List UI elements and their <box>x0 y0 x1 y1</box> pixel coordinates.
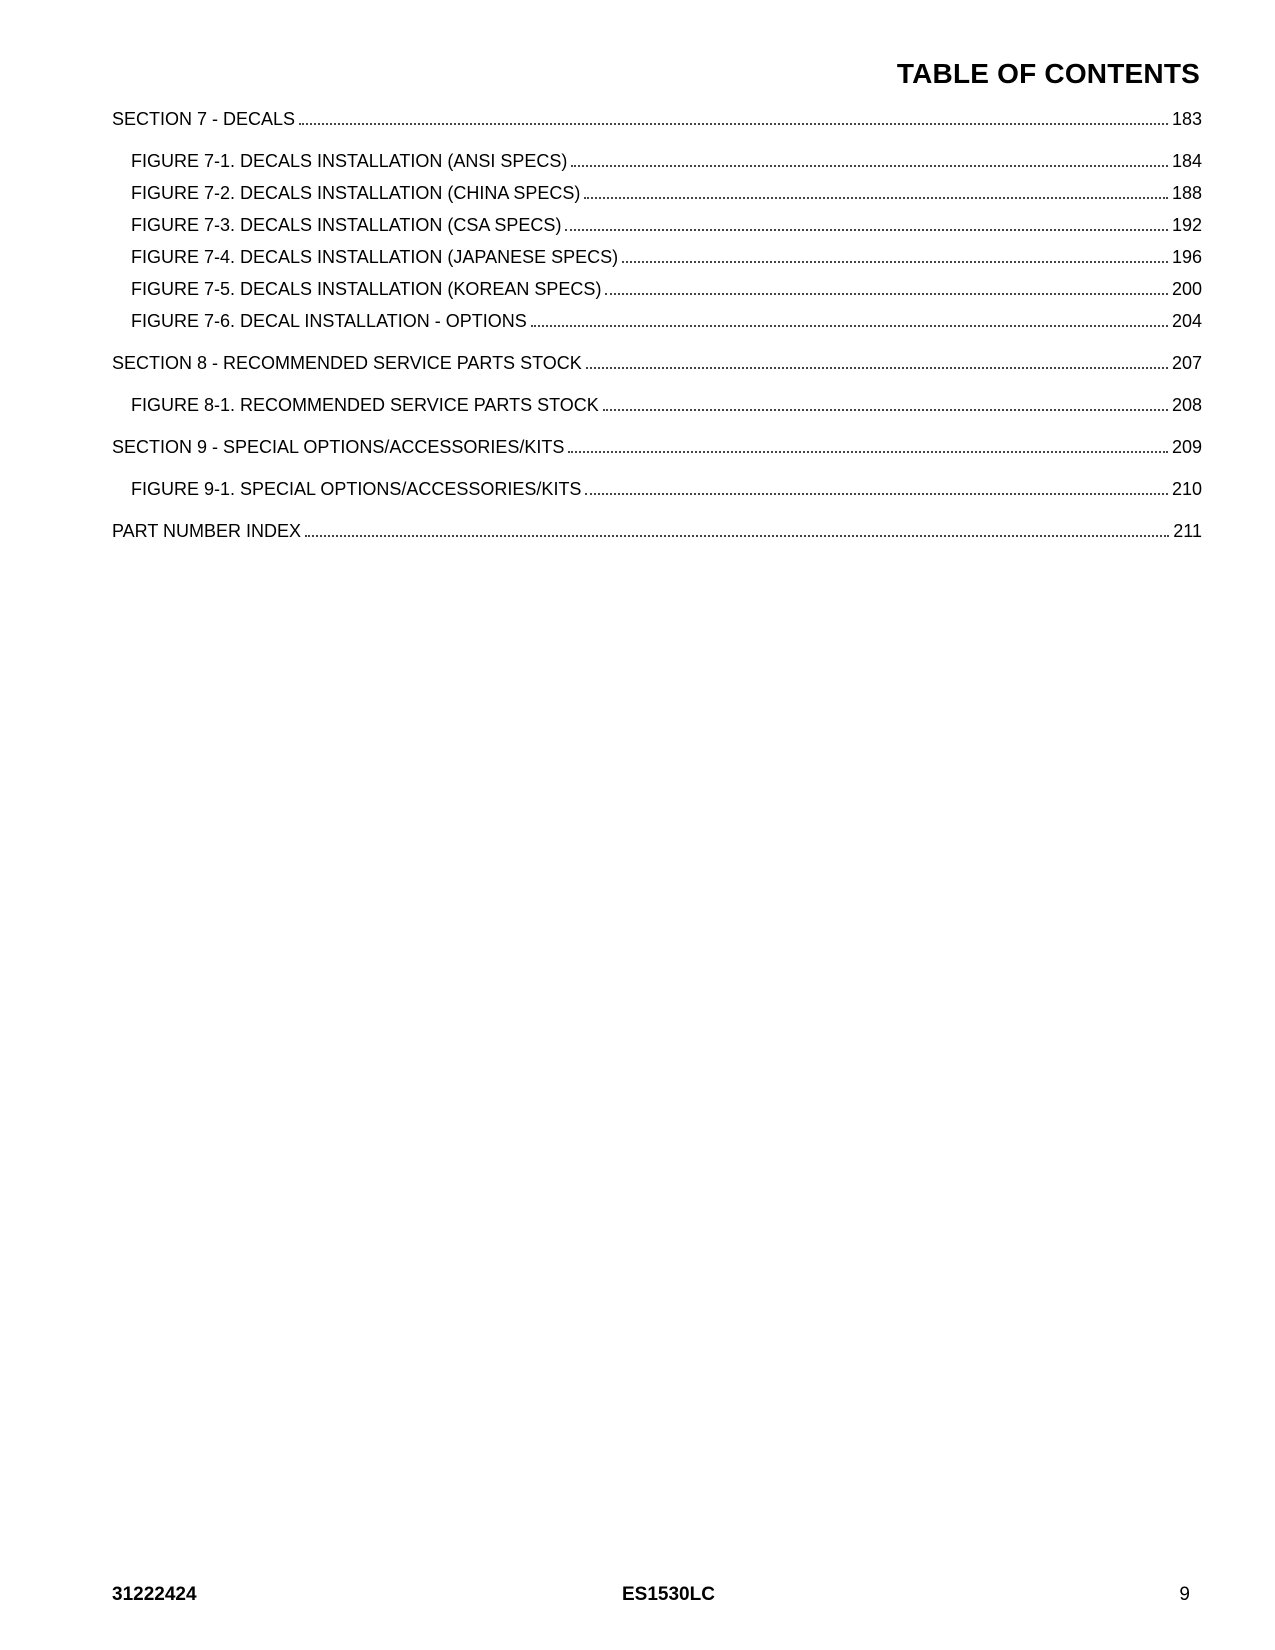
toc-entry-label: FIGURE 7-2. DECALS INSTALLATION (CHINA SPECS) <box>131 183 581 203</box>
dot-leader <box>584 183 1168 199</box>
toc-entry-figure-9-1[interactable] <box>112 478 1202 500</box>
toc-entry-page: 183 <box>1171 109 1202 129</box>
dot-leader <box>305 521 1169 537</box>
toc-entry-page: 192 <box>1171 215 1202 235</box>
dot-leader <box>531 311 1168 327</box>
dot-leader <box>585 479 1168 495</box>
toc-entry-figure-7-2[interactable] <box>112 182 1202 204</box>
toc-entry-page: 200 <box>1171 279 1202 299</box>
footer-doc-number: 31222424 <box>112 1584 197 1605</box>
dot-leader <box>568 437 1168 453</box>
toc-entry-label: SECTION 9 - SPECIAL OPTIONS/ACCESSORIES/KITS <box>112 437 565 457</box>
toc-entry-page: 210 <box>1171 479 1202 499</box>
toc-entry-page: 209 <box>1171 437 1202 457</box>
toc-entry-label: SECTION 8 - RECOMMENDED SERVICE PARTS STOCK <box>112 353 582 373</box>
toc-entry-figure-7-5[interactable] <box>112 278 1202 300</box>
toc-entry-page: 208 <box>1171 395 1202 415</box>
toc-entry-figure-7-1[interactable] <box>112 150 1202 172</box>
page-footer <box>112 1584 1190 1608</box>
toc-entry-label: FIGURE 7-5. DECALS INSTALLATION (KOREAN SPECS) <box>131 279 602 299</box>
dot-leader <box>605 279 1168 295</box>
footer-page-number: 9 <box>1179 1584 1190 1605</box>
dot-leader <box>565 215 1168 231</box>
toc-entry-label: FIGURE 7-6. DECAL INSTALLATION - OPTIONS <box>131 311 527 331</box>
toc-entry-label: SECTION 7 - DECALS <box>112 109 296 129</box>
dot-leader <box>299 109 1168 125</box>
toc-entry-page: 184 <box>1171 151 1202 171</box>
footer-model: ES1530LC <box>622 1584 715 1605</box>
toc-entry-figure-8-1[interactable] <box>112 394 1202 416</box>
toc-entry-section-9[interactable] <box>112 436 1202 458</box>
toc-entry-figure-7-4[interactable] <box>112 246 1202 268</box>
toc-entry-page: 196 <box>1171 247 1202 267</box>
dot-leader <box>586 353 1168 369</box>
dot-leader <box>571 151 1168 167</box>
toc-list <box>112 108 1202 542</box>
dot-leader <box>622 247 1168 263</box>
toc-entry-page: 211 <box>1173 521 1202 541</box>
toc-entry-section-7[interactable] <box>112 108 1202 130</box>
toc-entry-section-8[interactable] <box>112 352 1202 374</box>
toc-entry-label: FIGURE 7-3. DECALS INSTALLATION (CSA SPECS) <box>131 215 562 235</box>
page-title: TABLE OF CONTENTS <box>896 58 1200 89</box>
dot-leader <box>603 395 1168 411</box>
toc-entry-part-number-index[interactable] <box>112 520 1202 542</box>
toc-entry-page: 204 <box>1171 311 1202 331</box>
toc-entry-page: 188 <box>1171 183 1202 203</box>
toc-entry-figure-7-3[interactable] <box>112 214 1202 236</box>
toc-entry-label: FIGURE 9-1. SPECIAL OPTIONS/ACCESSORIES/KITS <box>131 479 582 499</box>
toc-entry-label: FIGURE 8-1. RECOMMENDED SERVICE PARTS STOCK <box>131 395 599 415</box>
toc-entry-label: PART NUMBER INDEX <box>112 521 302 541</box>
toc-entry-figure-7-6[interactable] <box>112 310 1202 332</box>
toc-entry-page: 207 <box>1171 353 1202 373</box>
toc-entry-label: FIGURE 7-4. DECALS INSTALLATION (JAPANESE SPECS) <box>131 247 619 267</box>
toc-entry-label: FIGURE 7-1. DECALS INSTALLATION (ANSI SPECS) <box>131 151 568 171</box>
